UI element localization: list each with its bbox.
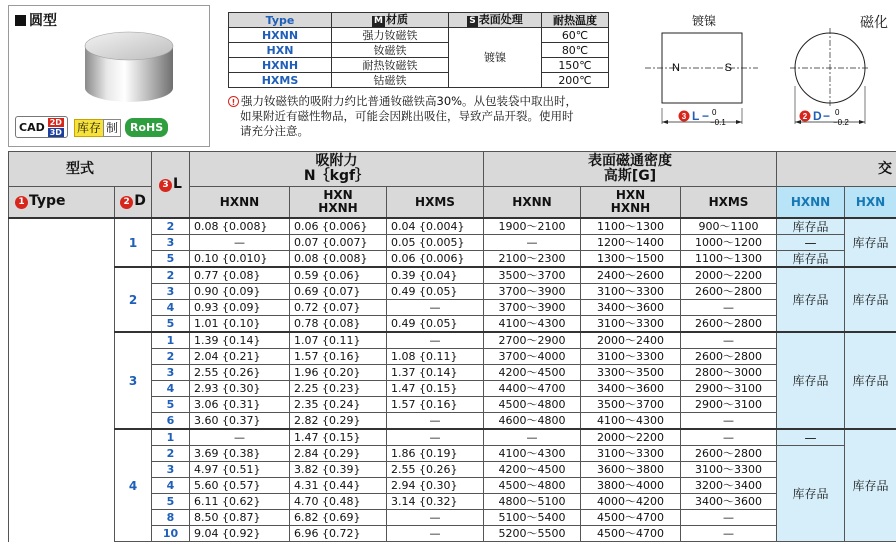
mat-header-type: Type xyxy=(229,13,332,28)
flux-col-hxn: HXN HXNH xyxy=(581,187,681,219)
table-row: 2 3.69 {0.38} 2.84 {0.29} 1.86 {0.19} 4100〜4300 3100〜3300 2600〜2800 库存品 xyxy=(9,446,896,462)
flux-col-hxnn: HXNN xyxy=(484,187,581,219)
svg-text:0: 0 xyxy=(712,108,717,117)
mat-header-heat: 耐热温度 xyxy=(542,13,609,28)
svg-text:2: 2 xyxy=(802,112,808,121)
stock-cell: 库存品 xyxy=(777,251,845,268)
spec-table xyxy=(8,151,896,542)
svg-text:−: − xyxy=(702,109,710,123)
stock-col-hxn: HXN xyxy=(845,187,896,219)
stock-cell: 库存品 xyxy=(845,332,896,429)
table-row: 1 2 0.08 {0.008} 0.06 {0.006} 0.04 {0.004} 1900〜2100 1100〜1300 900〜1100 库存品 库存品 xyxy=(9,218,896,235)
d-number-icon: 2 xyxy=(120,196,133,209)
stock-cell-dash: — xyxy=(777,235,845,251)
mat-row: HXN 钕磁铁 80℃ xyxy=(229,43,609,58)
stock-cell: 库存品 xyxy=(777,267,845,332)
flux-col-hxms: HXMS xyxy=(681,187,777,219)
d-value: 4 xyxy=(115,429,152,542)
table-row: 10 9.04 {0.92} 6.96 {0.72} — 5200〜5500 4500〜4700 — xyxy=(9,526,896,542)
stock-cell: 库存品 xyxy=(777,218,845,235)
type-number-icon: 1 xyxy=(15,196,28,209)
table-row: 5 0.10 {0.010} 0.08 {0.008} 0.06 {0.006} 2100〜2300 1300〜1500 1100〜1300 库存品 xyxy=(9,251,896,268)
force-col-hxn: HXN HXNH xyxy=(290,187,387,219)
round-magnet-image xyxy=(79,28,179,110)
mat-header-surface: S 表面处理 xyxy=(449,13,542,28)
mat-surface-value: 镀镍 xyxy=(449,28,542,88)
cad-badge[interactable]: CAD 2D 3D xyxy=(15,116,68,138)
table-row: 3 0.90 {0.09} 0.69 {0.07} 0.49 {0.05} 3700〜3900 3100〜3300 2600〜2800 xyxy=(9,284,896,300)
badges xyxy=(15,116,168,140)
d-dimension-label: D xyxy=(813,109,822,123)
header-d: 2 D xyxy=(115,187,152,219)
table-row: 3 2.55 {0.26} 1.96 {0.20} 1.37 {0.14} 4200〜4500 3300〜3500 2800〜3000 xyxy=(9,365,896,381)
type-cell xyxy=(9,218,115,542)
table-row: 4 2.93 {0.30} 2.25 {0.23} 1.47 {0.15} 4400〜4700 3400〜3600 2900〜3100 xyxy=(9,381,896,397)
table-row: 5 3.06 {0.31} 2.35 {0.24} 1.57 {0.16} 4500〜4800 3500〜3700 2900〜3100 xyxy=(9,397,896,413)
d-value: 3 xyxy=(115,332,152,429)
stock-cell: 库存品 xyxy=(777,446,845,542)
material-table xyxy=(228,12,609,88)
force-col-hxms: HXMS xyxy=(387,187,484,219)
header-type: 1 Type xyxy=(9,187,115,219)
south-pole-label: S xyxy=(724,62,732,74)
svg-text:0: 0 xyxy=(835,108,840,117)
header-right-truncated: 交 xyxy=(777,152,896,187)
header-model: 型式 xyxy=(9,152,152,187)
dimension-diagram xyxy=(640,24,896,132)
stock-cell-dash: — xyxy=(777,429,845,446)
stock-cell: 库存品 xyxy=(845,267,896,332)
mat-row: HXNH 耐热钕磁铁 150℃ xyxy=(229,58,609,73)
mat-row: HXMS 钴磁铁 200℃ xyxy=(229,73,609,88)
magnetization-label: 磁化 xyxy=(860,15,888,31)
svg-text:3: 3 xyxy=(681,112,687,121)
stock-cell: 库存品 xyxy=(845,429,896,542)
d-value: 1 xyxy=(115,218,152,267)
table-row: 8 8.50 {0.87} 6.82 {0.69} — 5100〜5400 4500〜4700 — xyxy=(9,510,896,526)
header-force: 吸附力 N｛kgf｝ xyxy=(190,152,484,187)
table-row: 4 0.93 {0.09} 0.72 {0.07} — 3700〜3900 3400〜3600 — xyxy=(9,300,896,316)
rohs-badge: RoHS xyxy=(125,118,168,137)
force-col-hxnn: HXNN xyxy=(190,187,290,219)
table-row: 3 1 1.39 {0.14} 1.07 {0.11} — 2700〜2900 2000〜2400 — 库存品 库存品 xyxy=(9,332,896,349)
product-card xyxy=(8,5,210,147)
header-flux: 表面磁通密度 高斯[G] xyxy=(484,152,777,187)
svg-text:−0.2: −0.2 xyxy=(833,118,849,127)
stock-cell: 库存品 xyxy=(777,332,845,429)
table-row: 2 2.04 {0.21} 1.57 {0.16} 1.08 {0.11} 3700〜4000 3100〜3300 2600〜2800 xyxy=(9,349,896,365)
table-row: 3 4.97 {0.51} 3.82 {0.39} 2.55 {0.26} 4200〜4500 3600〜3800 3100〜3300 xyxy=(9,462,896,478)
table-row: 4 1 — 1.47 {0.15} — — 2000〜2200 — — 库存品 xyxy=(9,429,896,446)
table-row: 5 6.11 {0.62} 4.70 {0.48} 3.14 {0.32} 4800〜5100 4000〜4200 3400〜3600 xyxy=(9,494,896,510)
table-row: 5 1.01 {0.10} 0.78 {0.08} 0.49 {0.05} 4100〜4300 3100〜3300 2600〜2800 xyxy=(9,316,896,333)
table-row: 2 2 0.77 {0.08} 0.59 {0.06} 0.39 {0.04} 3500〜3700 2400〜2600 2000〜2200 库存品 库存品 xyxy=(9,267,896,284)
stock-cell: 库存品 xyxy=(845,218,896,267)
l-number-icon: 3 xyxy=(159,179,172,192)
d-value: 2 xyxy=(115,267,152,332)
table-row: 6 3.60 {0.37} 2.82 {0.29} — 4600〜4800 4100〜4300 — xyxy=(9,413,896,430)
black-square-icon xyxy=(15,15,26,26)
l-dimension-label: L xyxy=(692,109,700,123)
warning-note: ! 强力钕磁铁的吸附力约比普通钕磁铁高30%。从包装袋中取出时， 如果附近有磁性物品，可能会因跳出吸住，导致产品开裂。使用时 请充分注意。 xyxy=(228,94,628,139)
mat-row: HXNN 强力钕磁铁 镀镍 60℃ xyxy=(229,28,609,43)
warning-icon: ! xyxy=(228,96,239,107)
table-row: 3 — 0.07 {0.007} 0.05 {0.005} — 1200〜1400 1000〜1200 — xyxy=(9,235,896,251)
mat-header-material: M 材质 xyxy=(332,13,449,28)
header-l: 3 L xyxy=(152,152,190,219)
svg-text:−0.1: −0.1 xyxy=(710,118,726,127)
stock-badge: 库存 制 xyxy=(74,119,121,136)
plating-label: 镀镍 xyxy=(692,14,717,28)
product-title: 圆型 xyxy=(15,10,57,30)
svg-text:−: − xyxy=(823,109,831,123)
north-pole-label: N xyxy=(672,62,680,74)
table-row: 4 5.60 {0.57} 4.31 {0.44} 2.94 {0.30} 4500〜4800 3800〜4000 3200〜3400 xyxy=(9,478,896,494)
stock-col-hxnn: HXNN xyxy=(777,187,845,219)
